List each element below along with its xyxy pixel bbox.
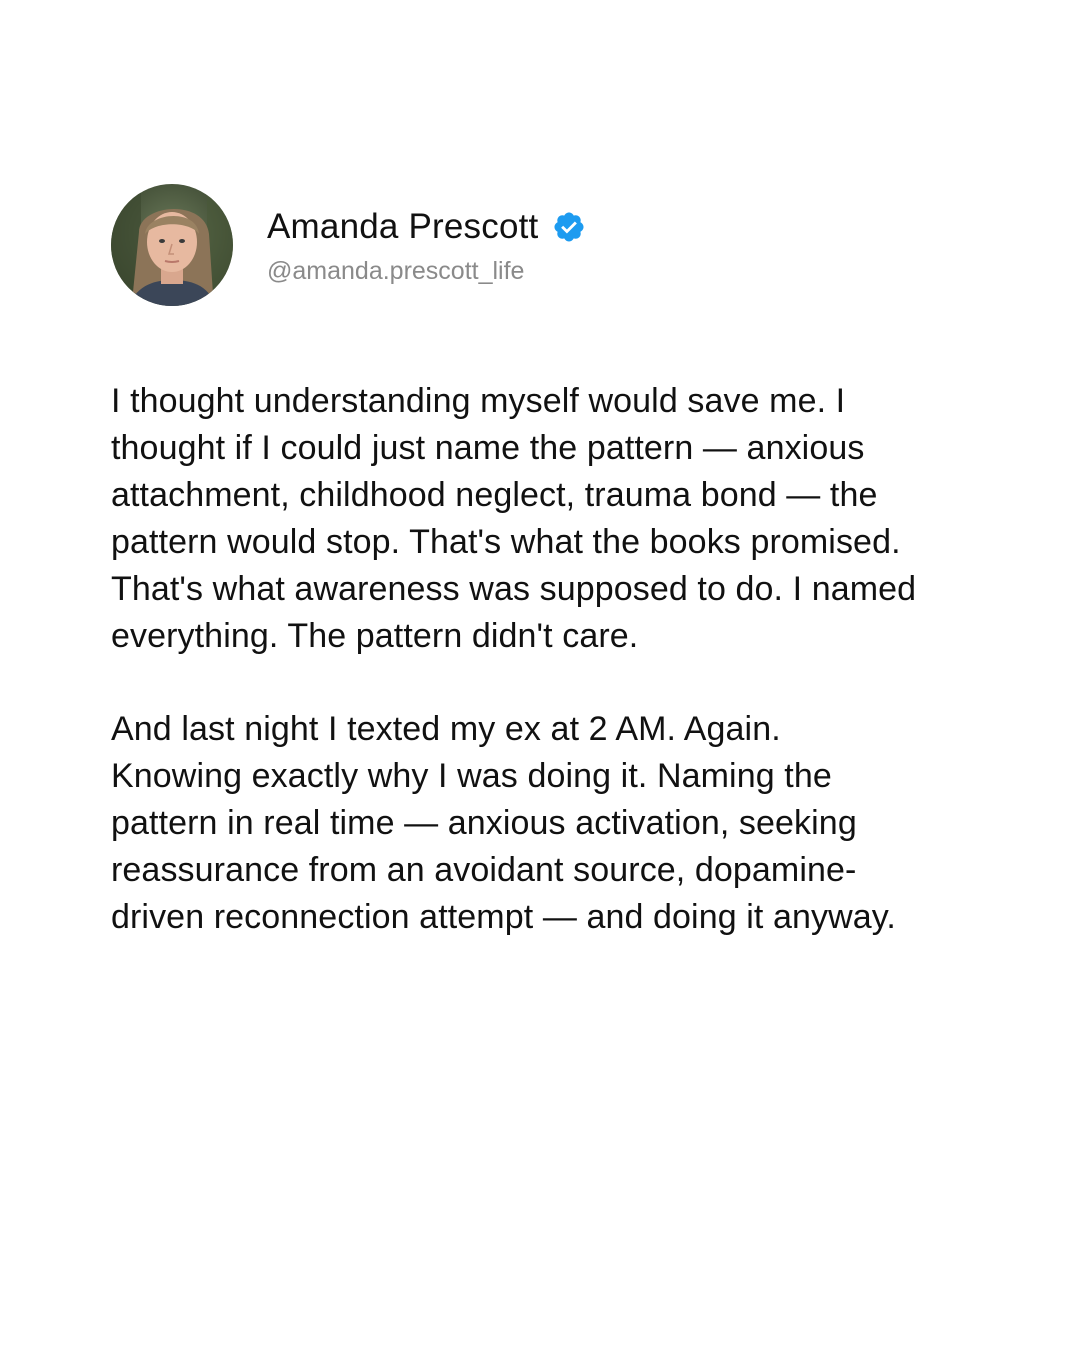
post-paragraph: I thought understanding myself would save me. I thought if I could just name the pattern — anxious attachment, childhood neglect, trauma bond — the pattern would stop. That's what the books promised. That's what awareness was supposed to do. I named everything. The pattern didn't care. (111, 382, 917, 655)
avatar[interactable] (111, 184, 233, 306)
verified-badge-icon (552, 210, 586, 244)
author-handle[interactable]: @amanda.prescott_life (267, 256, 525, 285)
name-row (267, 205, 586, 249)
author-identity (267, 205, 586, 286)
post-paragraph: And last night I texted my ex at 2 AM. Again. Knowing exactly why I was doing it. Naming the pattern in real time — anxious activation, seeking reassurance from an avoidant source, dopamine- driven reconnection attempt — and doing it anyway. (111, 710, 896, 936)
post-header (111, 184, 1031, 306)
author-name[interactable]: Amanda Prescott (267, 206, 539, 246)
avatar-photo (111, 184, 233, 306)
post-card (111, 184, 1031, 987)
post-body (111, 378, 1031, 941)
